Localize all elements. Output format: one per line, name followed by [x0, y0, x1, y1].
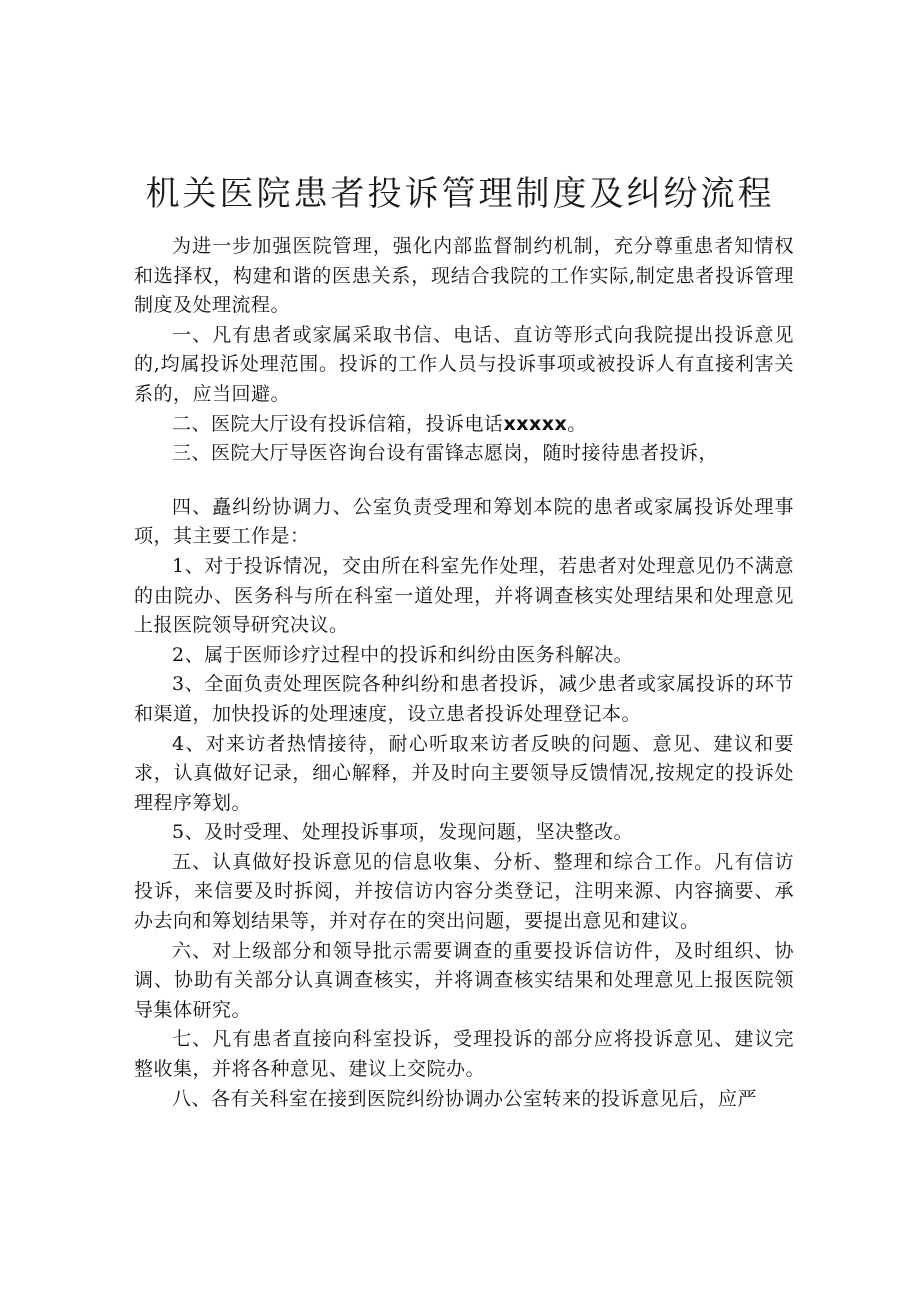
paragraph-2-text: 二、医院大厅设有投诉信箱，投诉电话 [172, 412, 504, 435]
paragraph-2-end: 。 [567, 412, 587, 435]
paragraph-4-item-2: 2、属于医师诊疗过程中的投诉和纠纷由医务科解决。 [172, 643, 634, 666]
paragraph-gap [134, 469, 794, 493]
paragraph-4: 四、矗纠纷协调力、公室负责受理和筹划本院的患者或家属投诉处理事项，其主要工作是： [134, 495, 794, 548]
paragraph-7: 七、凡有患者直接向科室投诉，受理投诉的部分应将投诉意见、建议完整收集，并将各种意见、建议上交院办。 [134, 1028, 794, 1081]
paragraph-5: 五、认真做好投诉意见的信息收集、分析、整理和综合工作。凡有信访投诉，来信要及时拆阅，并按信访内容分类登记，注明来源、内容摘要、承办去向和筹划结果等，并对存在的突出问题，要提出意见和建议。 [134, 850, 794, 933]
paragraph-4-item-5: 5、及时受理、处理投诉事项，发现问题，坚决整改。 [172, 821, 634, 844]
document-body [134, 232, 794, 1114]
paragraph-8: 八、各有关科室在接到医院纠纷协调办公室转来的投诉意见后，应严 [172, 1087, 758, 1110]
paragraph-intro: 为进一步加强医院管理，强化内部监督制约机制，充分尊重患者知情权和选择权，构建和谐的医患关系，现结合我院的工作实际,制定患者投诉管理制度及处理流程。 [134, 235, 794, 317]
paragraph-1: 一、凡有患者或家属采取书信、电话、直访等形式向我院提出投诉意见的,均属投诉处理范围。投诉的工作人员与投诉事项或被投诉人有直接利害关系的，应当回避。 [134, 323, 794, 405]
document-title: 机关医院患者投诉管理制度及纠纷流程 [145, 174, 775, 214]
paragraph-6: 六、对上级部分和领导批示需要调查的重要投诉信访件，及时组织、协调、协助有关部分认真调查核实，并将调查核实结果和处理意见上报医院领导集体研究。 [134, 939, 794, 1021]
paragraph-4-item-4: 4、对来访者热情接待，耐心听取来访者反映的问题、意见、建议和要求，认真做好记录，细心解释，并及时向主要领导反馈情况,按规定的投诉处理程序筹划。 [134, 732, 794, 814]
complaint-phone-number: xxxxx [503, 412, 568, 435]
paragraph-4-item-1: 1、对于投诉情况，交由所在科室先作处理，若患者对处理意见仍不满意的由院办、医务科与所在科室一道处理，并将调查核实处理结果和处理意见上报医院领导研究决议。 [134, 554, 794, 637]
paragraph-4-item-3: 3、全面负责处理医院各种纠纷和患者投诉，减少患者或家属投诉的环节和渠道，加快投诉的处理速度，设立患者投诉处理登记本。 [134, 673, 794, 725]
paragraph-3: 三、医院大厅导医咨询台设有雷锋志愿岗，随时接待患者投诉， [172, 442, 719, 465]
paragraph-2 [134, 410, 794, 440]
